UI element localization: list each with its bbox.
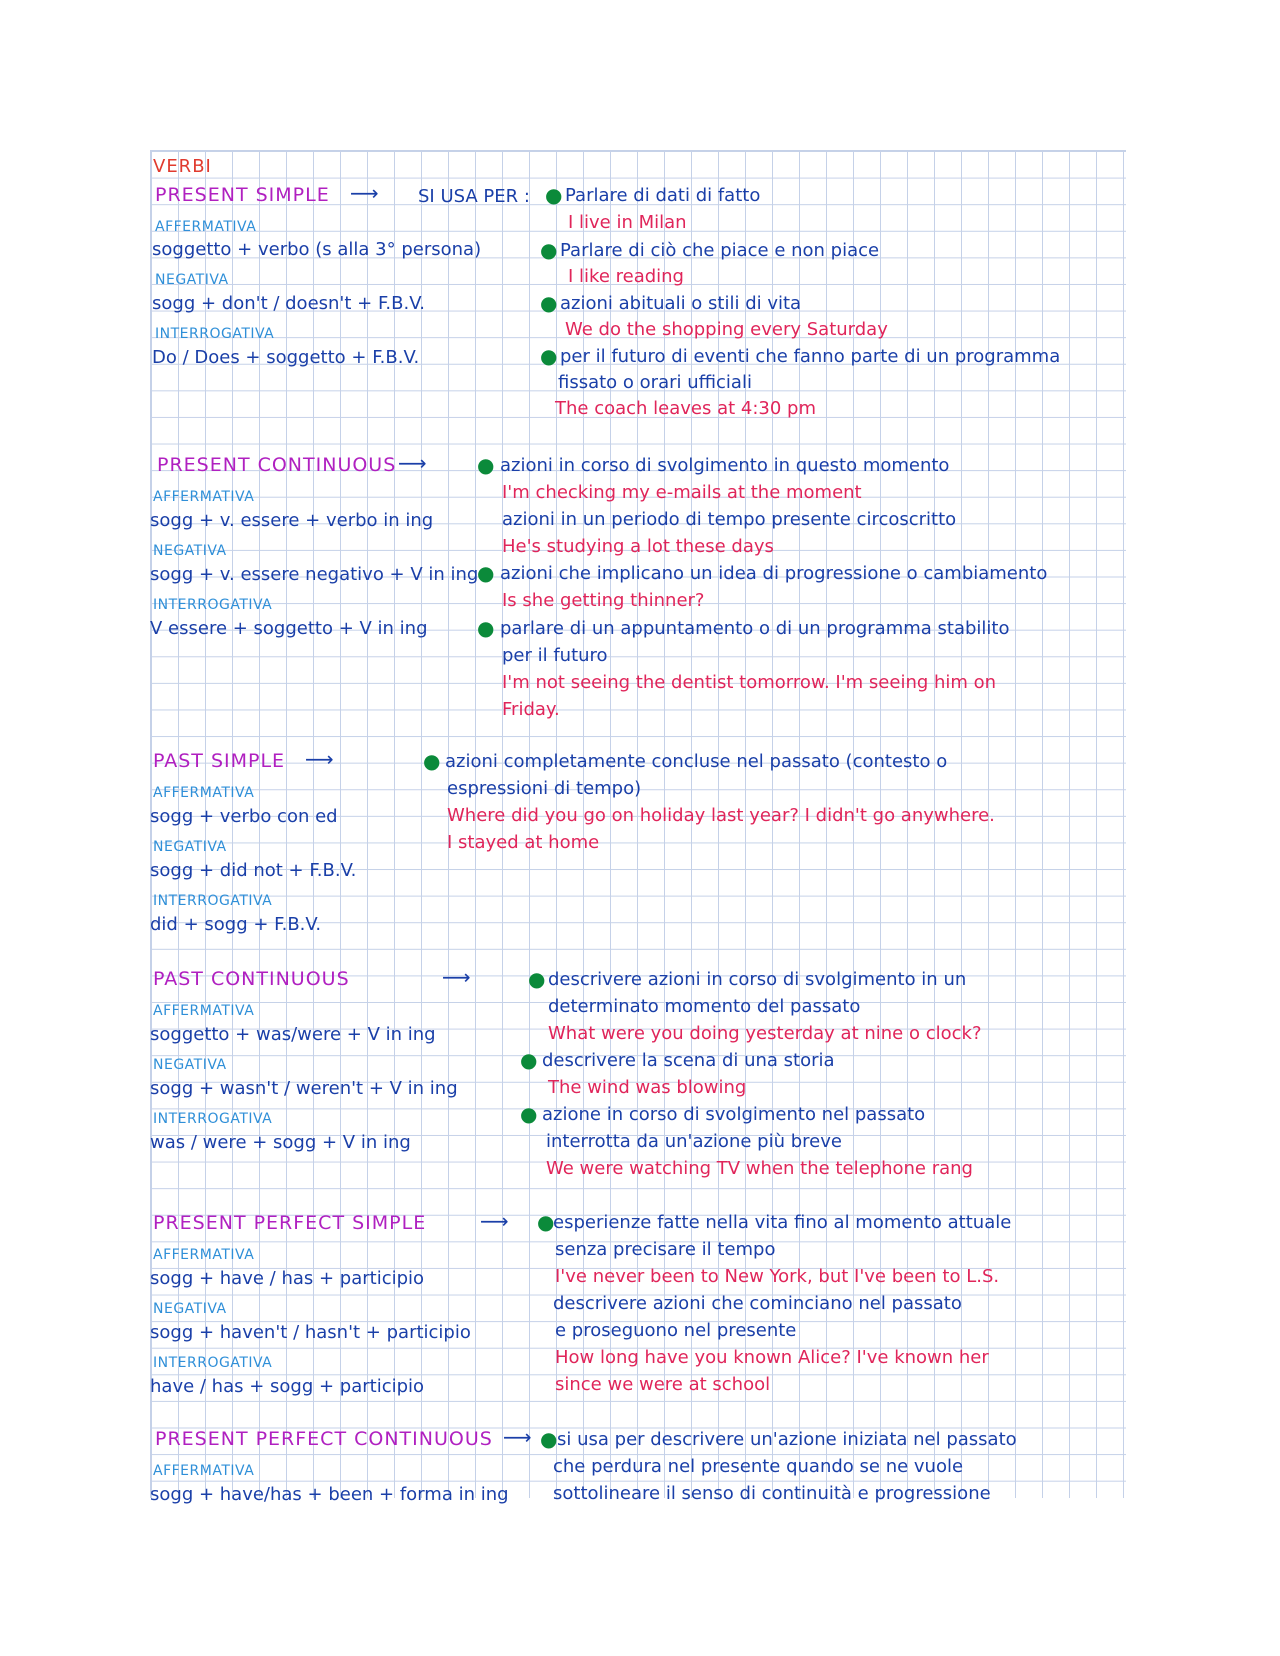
arrow-icon: ⟶: [350, 181, 379, 205]
example-line: I'm checking my e-mails at the moment: [502, 482, 862, 503]
form-line: sogg + haven't / hasn't + participio: [150, 1322, 471, 1343]
bullet-icon: ●: [520, 1048, 538, 1072]
use-line: interrotta da un'azione più breve: [546, 1131, 842, 1152]
bullet-icon: ●: [520, 1102, 538, 1126]
label-affermativa: AFFERMATIVA: [155, 219, 257, 235]
label-affermativa: AFFERMATIVA: [153, 1003, 255, 1019]
arrow-icon: ⟶: [398, 451, 427, 475]
arrow-icon: ⟶: [480, 1209, 509, 1233]
form-line: sogg + have/has + been + forma in ing: [150, 1484, 509, 1505]
form-line: sogg + did not + F.B.V.: [150, 860, 357, 881]
example-line: since we were at school: [555, 1374, 771, 1395]
example-line: The coach leaves at 4:30 pm: [555, 398, 817, 419]
example-line: Friday.: [502, 699, 560, 720]
example-line: He's studying a lot these days: [502, 536, 774, 557]
form-line: sogg + verbo con ed: [150, 806, 338, 827]
form-line: sogg + v. essere + verbo in ing: [150, 510, 434, 531]
use-line: sottolineare il senso di continuità e progressione: [553, 1483, 991, 1504]
use-line: esperienze fatte nella vita fino al momento attuale: [553, 1212, 1012, 1233]
use-line: azioni in corso di svolgimento in questo momento: [500, 455, 950, 476]
example-line: I like reading: [568, 266, 684, 287]
bullet-icon: ●: [477, 453, 495, 477]
form-line: soggetto + was/were + V in ing: [150, 1024, 436, 1045]
bullet-icon: ●: [540, 238, 558, 262]
use-line: azioni in un periodo di tempo presente circoscritto: [502, 509, 957, 530]
label-interrogativa: INTERROGATIVA: [155, 326, 275, 342]
form-line: was / were + sogg + V in ing: [150, 1132, 411, 1153]
bullet-icon: ●: [477, 616, 495, 640]
form-line: Do / Does + soggetto + F.B.V.: [152, 347, 420, 368]
bullet-icon: ●: [540, 1427, 558, 1451]
use-line: per il futuro di eventi che fanno parte di un programma: [560, 346, 1061, 367]
example-line: What were you doing yesterday at nine o clock?: [548, 1023, 982, 1044]
form-line: soggetto + verbo (s alla 3° persona): [152, 239, 482, 260]
form-line: sogg + have / has + participio: [150, 1268, 425, 1289]
use-line: azioni abituali o stili di vita: [560, 293, 802, 314]
form-line: sogg + don't / doesn't + F.B.V.: [152, 293, 425, 314]
section-heading: PRESENT PERFECT SIMPLE: [153, 1212, 427, 1234]
bullet-icon: ●: [537, 1210, 555, 1234]
example-line: Where did you go on holiday last year? I didn't go anywhere.: [447, 805, 995, 826]
use-line: parlare di un appuntamento o di un programma stabilito: [500, 618, 1010, 639]
example-line: We were watching TV when the telephone rang: [546, 1158, 973, 1179]
label-negativa: NEGATIVA: [153, 543, 227, 559]
example-line: The wind was blowing: [548, 1077, 747, 1098]
use-line: Parlare di dati di fatto: [565, 185, 761, 206]
section-heading: PRESENT SIMPLE: [155, 184, 330, 206]
form-line: have / has + sogg + participio: [150, 1376, 425, 1397]
use-line: e proseguono nel presente: [555, 1320, 797, 1341]
form-line: sogg + v. essere negativo + V in ing: [150, 564, 479, 585]
use-line: descrivere azioni che cominciano nel passato: [553, 1293, 962, 1314]
section-heading: PAST SIMPLE: [153, 750, 286, 772]
label-interrogativa: INTERROGATIVA: [153, 597, 273, 613]
use-line: determinato momento del passato: [548, 996, 861, 1017]
example-line: Is she getting thinner?: [502, 590, 705, 611]
use-line: fissato o orari ufficiali: [558, 372, 752, 393]
example-line: I've never been to New York, but I've been to L.S.: [555, 1266, 1000, 1287]
form-line: V essere + soggetto + V in ing: [150, 618, 428, 639]
example-line: I'm not seeing the dentist tomorrow. I'm seeing him on: [502, 672, 997, 693]
use-line: azioni completamente concluse nel passato (contesto o: [445, 751, 948, 772]
page-title: VERBI: [153, 156, 212, 177]
label-interrogativa: INTERROGATIVA: [153, 1355, 273, 1371]
label-interrogativa: INTERROGATIVA: [153, 893, 273, 909]
bullet-icon: ●: [540, 344, 558, 368]
arrow-icon: ⟶: [305, 747, 334, 771]
label-affermativa: AFFERMATIVA: [153, 489, 255, 505]
use-line: descrivere azioni in corso di svolgimento in un: [548, 969, 967, 990]
use-line: azioni che implicano un idea di progressione o cambiamento: [500, 563, 1048, 584]
label-negativa: NEGATIVA: [153, 1301, 227, 1317]
label-affermativa: AFFERMATIVA: [153, 1247, 255, 1263]
use-line: descrivere la scena di una storia: [542, 1050, 835, 1071]
use-line: espressioni di tempo): [447, 778, 642, 799]
label-negativa: NEGATIVA: [155, 272, 229, 288]
bullet-icon: ●: [423, 749, 441, 773]
label-negativa: NEGATIVA: [153, 1057, 227, 1073]
use-line: azione in corso di svolgimento nel passato: [542, 1104, 926, 1125]
bullet-icon: ●: [545, 183, 563, 207]
si-usa-per: SI USA PER :: [418, 186, 530, 207]
arrow-icon: ⟶: [442, 965, 471, 989]
bullet-icon: ●: [540, 291, 558, 315]
example-line: We do the shopping every Saturday: [565, 319, 888, 340]
use-line: che perdura nel presente quando se ne vuole: [553, 1456, 964, 1477]
form-line: sogg + wasn't / weren't + V in ing: [150, 1078, 458, 1099]
bullet-icon: ●: [528, 967, 546, 991]
example-line: I stayed at home: [447, 832, 600, 853]
label-affermativa: AFFERMATIVA: [153, 1463, 255, 1479]
use-line: si usa per descrivere un'azione iniziata nel passato: [557, 1429, 1017, 1450]
arrow-icon: ⟶: [503, 1425, 532, 1449]
label-negativa: NEGATIVA: [153, 839, 227, 855]
example-line: I live in Milan: [568, 212, 687, 233]
use-line: Parlare di ciò che piace e non piace: [560, 240, 880, 261]
bullet-icon: ●: [477, 561, 495, 585]
section-heading: PRESENT PERFECT CONTINUOUS: [155, 1428, 493, 1450]
form-line: did + sogg + F.B.V.: [150, 914, 322, 935]
label-affermativa: AFFERMATIVA: [153, 785, 255, 801]
label-interrogativa: INTERROGATIVA: [153, 1111, 273, 1127]
section-heading: PAST CONTINUOUS: [153, 968, 350, 990]
example-line: How long have you known Alice? I've known her: [555, 1347, 989, 1368]
use-line: per il futuro: [502, 645, 608, 666]
section-heading: PRESENT CONTINUOUS: [157, 454, 397, 476]
use-line: senza precisare il tempo: [555, 1239, 776, 1260]
